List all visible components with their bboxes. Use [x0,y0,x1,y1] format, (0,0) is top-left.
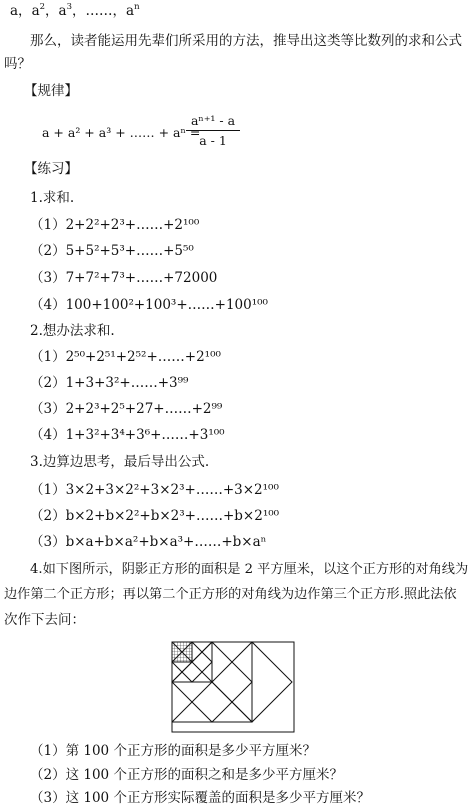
section-1-title: 1.求和. [30,190,75,206]
sub-question-2: （2）这 100 个正方形的面积之和是多少平方厘米？ [30,767,343,783]
s1-item-3: （3）7+7²+7³+……+72000 [30,270,218,286]
top-sequence: a，$a^2$，$a^3$，……，$a^n$ [10,2,140,19]
law-heading: 【规律】 [24,83,78,99]
s2-item-3: （3）2+2³+2⁵+27+……+2⁹⁹ [30,401,223,417]
nested-squares-diagram [168,636,298,736]
law-numerator: aⁿ⁺¹ - a [190,113,236,128]
s3-item-3: （3）b×a+b×a²+b×a³+……+b×aⁿ [30,534,267,550]
law-formula-lhs: a + a² + a³ + …… + aⁿ = [42,125,201,140]
problem4-line-2: 边作第二个正方形；再以第二个正方形的对角线为边作第三个正方形.照此法依 [4,587,457,602]
practice-heading: 【练习】 [24,161,78,177]
s1-item-2: （2）5+5²+5³+……+5⁵⁰ [30,243,194,259]
s2-item-1: （1）2⁵⁰+2⁵¹+2⁵²+……+2¹⁰⁰ [30,349,221,365]
sub-question-3: （3）这 100 个正方形实际覆盖的面积是多少平方厘米？ [30,790,370,806]
sub-question-1: （1）第 100 个正方形的面积是多少平方厘米？ [30,743,316,759]
law-formula-fraction [186,113,240,148]
question-line-2: 吗？ [4,56,31,72]
section-2-title: 2.想办法求和. [30,323,115,339]
s3-item-1: （1）3×2+3×2²+3×2³+……+3×2¹⁰⁰ [30,482,279,498]
fraction-bar [186,130,240,131]
section-3-title: 3.边算边思考，最后导出公式. [30,454,210,470]
s1-item-1: （1）2+2²+2³+……+2¹⁰⁰ [30,217,200,233]
problem4-line-3: 次作下去问： [4,612,85,628]
s2-item-2: （2）1+3+3²+……+3⁹⁹ [30,375,189,391]
problem4-line-1: 4.如下图所示，阴影正方形的面积是 2 平方厘米，以这个正方形的对角线为 [30,562,469,577]
law-denominator: a - 1 [199,133,227,148]
question-line-1: 那么，读者能运用先辈们所采用的方法，推导出这类等比数列的求和公式 [30,33,462,49]
s2-item-4: （4）1+3²+3⁴+3⁶+……+3¹⁰⁰ [30,427,225,443]
s1-item-4: （4）100+100²+100³+……+100¹⁰⁰ [30,297,268,313]
seq-a: a， [10,3,32,19]
s3-item-2: （2）b×2+b×2²+b×2³+……+b×2¹⁰⁰ [30,508,280,524]
